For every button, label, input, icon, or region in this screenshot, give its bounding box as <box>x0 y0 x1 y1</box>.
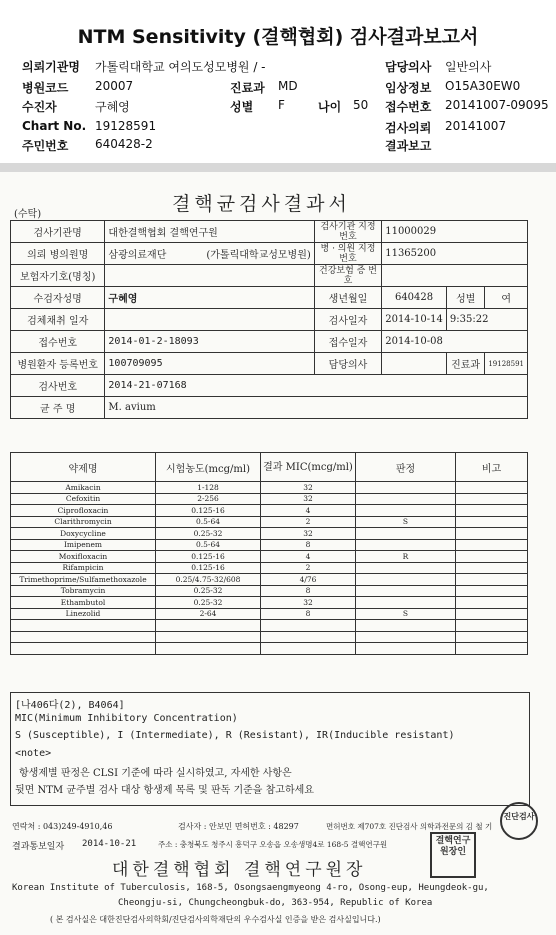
drug-name: Trimethoprime/Sulfamethoxazole <box>11 574 156 586</box>
cell-value: 11365200 <box>382 243 528 265</box>
cell-value: 대한결핵협회 결핵연구원 <box>105 221 314 243</box>
table-row <box>11 562 528 574</box>
cell-label: 성별 <box>446 287 484 309</box>
footer-en-address1: Korean Institute of Tuberculosis, 168-5, Osongsaengmyeong 4-ro, Osong-eup, Heungdeok-gu, <box>12 883 489 893</box>
interpretation <box>356 493 456 505</box>
cell-value: M. avium <box>105 397 528 419</box>
notes-tag: <note> <box>15 748 52 759</box>
footer-director: 면허번호 제707호 진단검사 의학과전문의 김 철 기 <box>326 822 493 831</box>
remark <box>456 574 528 586</box>
interpretation <box>356 597 456 609</box>
value-dept: MD <box>278 79 298 93</box>
remark <box>456 551 528 563</box>
remark <box>456 608 528 620</box>
test-range: 0.25-32 <box>156 597 261 609</box>
value-chart-no: 19128591 <box>95 119 157 133</box>
table-row <box>11 482 528 494</box>
susceptibility-table <box>10 452 528 655</box>
remark <box>456 643 528 655</box>
mic-result: 32 <box>261 528 356 540</box>
report-title: 결핵균검사결과서 <box>172 193 351 215</box>
cell-value: 여 <box>485 287 528 309</box>
cell-value: 2014-01-2-18093 <box>105 331 314 353</box>
cell-value: 2014-10-08 <box>382 331 528 353</box>
info-table <box>10 220 528 419</box>
col-header-drug: 약제명 <box>11 453 156 482</box>
label-sex: 성별 <box>230 100 254 114</box>
interpretation <box>356 631 456 643</box>
test-range: 0.125-16 <box>156 562 261 574</box>
mic-result: 4/76 <box>261 574 356 586</box>
hospital-name: 삼광의료재단 <box>108 250 167 261</box>
page-title: NTM Sensitivity (결핵협회) 검사결과보고서 <box>77 26 479 48</box>
cell-label: 진료과 <box>446 353 484 375</box>
label-doctor: 담당의사 <box>385 60 432 74</box>
seal-stamp: 진단검사 <box>500 802 538 840</box>
cell-value: 2014-21-07168 <box>105 375 528 397</box>
test-range: 2-256 <box>156 493 261 505</box>
cell-value <box>382 353 447 375</box>
notes-box <box>10 692 530 806</box>
label-id-no: 주민번호 <box>22 139 69 153</box>
mic-result: 32 <box>261 493 356 505</box>
hospital-sub: (가톨릭대학교성모병원) <box>206 250 311 261</box>
value-receipt-no: 20141007-09095 <box>445 98 549 112</box>
cell-label: 의뢰 병의원명 <box>11 243 105 265</box>
cell-label: 담당의사 <box>314 353 381 375</box>
mic-result: 2 <box>261 516 356 528</box>
test-range: 0.25/4.75-32/608 <box>156 574 261 586</box>
director-stamp: 결핵연구원장인 <box>430 832 476 878</box>
drug-name: Clarithromycin <box>11 516 156 528</box>
mic-result: 4 <box>261 551 356 563</box>
test-range: 1-128 <box>156 482 261 494</box>
table-row <box>11 597 528 609</box>
footer-report-date: 2014-10-21 <box>82 839 137 849</box>
interpretation: R <box>356 551 456 563</box>
remark <box>456 528 528 540</box>
scanned-report <box>0 172 556 935</box>
test-range: 2-64 <box>156 608 261 620</box>
interpretation <box>356 585 456 597</box>
cell-value <box>105 265 314 287</box>
table-row <box>11 608 528 620</box>
drug-name: Ethambutol <box>11 597 156 609</box>
value-agency: 가톨릭대학교 여의도성모병원 / - <box>95 60 266 74</box>
mic-result: 4 <box>261 505 356 517</box>
cell-value: 구혜영 <box>105 287 314 309</box>
value-request-date: 20141007 <box>445 119 507 133</box>
label-agency: 의뢰기관명 <box>22 60 80 74</box>
interpretation <box>356 528 456 540</box>
cell-label: 보험자기호(명칭) <box>11 265 105 287</box>
mic-result: 8 <box>261 539 356 551</box>
drug-name: Rifampicin <box>11 562 156 574</box>
test-range: 0.125-16 <box>156 505 261 517</box>
cell-value: 100709095 <box>105 353 314 375</box>
cell-label: 병 · 의원 지정번호 <box>314 243 381 265</box>
test-range: 0.25-32 <box>156 585 261 597</box>
cell-label: 접수번호 <box>11 331 105 353</box>
remark <box>456 631 528 643</box>
report-header <box>0 0 556 163</box>
footer-en-address2: Cheongju-si, Chungcheongbuk-do, 363-954, Republic of Korea <box>118 898 433 908</box>
footer-certification: ( 본 검사실은 대한진단검사의학회/진단검사의학재단의 우수검사실 인증을 받은 검사실입니다.) <box>50 915 381 924</box>
remark <box>456 562 528 574</box>
cell-label: 검사일자 <box>314 309 381 331</box>
test-range: 0.5-64 <box>156 539 261 551</box>
mic-result: 32 <box>261 482 356 494</box>
cell-label: 수검자성명 <box>11 287 105 309</box>
cell-label: 검사번호 <box>11 375 105 397</box>
col-header-mic: 결과 MIC(mcg/ml) <box>261 453 356 482</box>
footer-examiner: 검사자 : 안보민 면허번호 : 48297 <box>178 822 299 831</box>
mic-result <box>261 643 356 655</box>
cell-label: 검사기관 지정번호 <box>314 221 381 243</box>
test-range: 0.25-32 <box>156 528 261 540</box>
cell-label: 생년월일 <box>314 287 381 309</box>
test-range: 0.5-64 <box>156 516 261 528</box>
label-chart-no: Chart No. <box>22 119 87 133</box>
interpretation <box>356 574 456 586</box>
interpretation: S <box>356 608 456 620</box>
test-range: 0.125-16 <box>156 551 261 563</box>
separator-bar <box>0 163 556 172</box>
remark <box>456 597 528 609</box>
cell-label: 건강보험 증 번 호 <box>314 265 381 287</box>
value-clinical-info: O15A30EW0 <box>445 79 521 93</box>
drug-name: Amikacin <box>11 482 156 494</box>
table-row <box>11 516 528 528</box>
value-doctor: 일반의사 <box>445 60 492 74</box>
label-dept: 진료과 <box>230 81 265 95</box>
label-receipt-no: 접수번호 <box>385 100 432 114</box>
table-row <box>11 643 528 655</box>
remark <box>456 620 528 632</box>
drug-name: Imipenem <box>11 539 156 551</box>
label-hospital-code: 병원코드 <box>22 81 69 95</box>
interpretation <box>356 562 456 574</box>
cell-label: 검체채취 일자 <box>11 309 105 331</box>
notes-line1: 항생제별 판정은 CLSI 기준에 따라 실시하였고, 자세한 사항은 <box>19 768 292 779</box>
value-age: 50 <box>353 98 369 112</box>
footer-phone: 연락처 : 043)249-4910,46 <box>12 822 113 831</box>
drug-name <box>11 620 156 632</box>
interpretation <box>356 539 456 551</box>
cell-value: 2014-10-14 <box>382 309 447 331</box>
table-row <box>11 631 528 643</box>
table-row <box>11 551 528 563</box>
col-header-range: 시험농도(mcg/ml) <box>156 453 261 482</box>
interpretation <box>356 620 456 632</box>
cell-label: 병원환자 등록번호 <box>11 353 105 375</box>
drug-name: Ciprofloxacin <box>11 505 156 517</box>
label-clinical-info: 임상정보 <box>385 81 432 95</box>
consign-tag: (수탁) <box>14 209 42 220</box>
drug-name: Cefoxitin <box>11 493 156 505</box>
value-sex: F <box>278 98 285 112</box>
drug-name: Tobramycin <box>11 585 156 597</box>
drug-name: Linezolid <box>11 608 156 620</box>
mic-result <box>261 620 356 632</box>
notes-legend: S (Susceptible), I (Intermediate), R (Resistant), IR(Inducible resistant) <box>15 730 455 741</box>
table-row <box>11 620 528 632</box>
remark <box>456 516 528 528</box>
value-hospital-code: 20007 <box>95 79 134 93</box>
drug-name <box>11 631 156 643</box>
label-report-date: 결과보고 <box>385 139 432 153</box>
footer-address: 주소 : 충청북도 청주시 흥덕구 오송읍 오송생명4로 168-5 결핵연구원 <box>158 840 388 849</box>
notes-code: [나406다(2), B4064] <box>15 700 125 711</box>
test-range <box>156 620 261 632</box>
cell-label: 접수일자 <box>314 331 381 353</box>
table-row <box>11 539 528 551</box>
label-age: 나이 <box>318 100 342 114</box>
cell-label: 균 주 명 <box>11 397 105 419</box>
cell-label: 검사기관명 <box>11 221 105 243</box>
cell-value <box>105 309 314 331</box>
interpretation <box>356 505 456 517</box>
table-row <box>11 493 528 505</box>
col-header-remark: 비고 <box>456 453 528 482</box>
remark <box>456 482 528 494</box>
table-row <box>11 585 528 597</box>
table-row <box>11 574 528 586</box>
value-patient: 구혜영 <box>95 100 130 114</box>
col-header-interpretation: 판정 <box>356 453 456 482</box>
drug-name: Doxycycline <box>11 528 156 540</box>
remark <box>456 493 528 505</box>
footer-report-date-label: 결과통보일자 <box>12 842 65 852</box>
remark <box>456 505 528 517</box>
mic-result: 8 <box>261 608 356 620</box>
test-range <box>156 643 261 655</box>
remark <box>456 585 528 597</box>
label-patient: 수진자 <box>22 100 57 114</box>
footer-org: 대한결핵협회 결핵연구원장 <box>112 860 367 880</box>
cell-value: 11000029 <box>382 221 528 243</box>
label-request-date: 검사의뢰 <box>385 121 432 135</box>
mic-result: 8 <box>261 585 356 597</box>
mic-result: 32 <box>261 597 356 609</box>
mic-result <box>261 631 356 643</box>
interpretation: S <box>356 516 456 528</box>
mic-result: 2 <box>261 562 356 574</box>
value-id-no: 640428-2 <box>95 137 153 151</box>
drug-name <box>11 643 156 655</box>
cell-value: 640428 <box>382 287 447 309</box>
table-row <box>11 528 528 540</box>
cell-value <box>382 265 528 287</box>
cell-value: 9:35:22 <box>446 309 527 331</box>
interpretation <box>356 643 456 655</box>
notes-line2: 뒷면 NTM 균주별 검사 대상 항생제 목록 및 판독 기준을 참고하세요 <box>15 785 314 796</box>
cell-value <box>105 243 314 265</box>
notes-mic: MIC(Minimum Inhibitory Concentration) <box>15 713 238 724</box>
cell-value: 19128591 <box>485 353 528 375</box>
table-row <box>11 505 528 517</box>
interpretation <box>356 482 456 494</box>
test-range <box>156 631 261 643</box>
drug-name: Moxifloxacin <box>11 551 156 563</box>
remark <box>456 539 528 551</box>
